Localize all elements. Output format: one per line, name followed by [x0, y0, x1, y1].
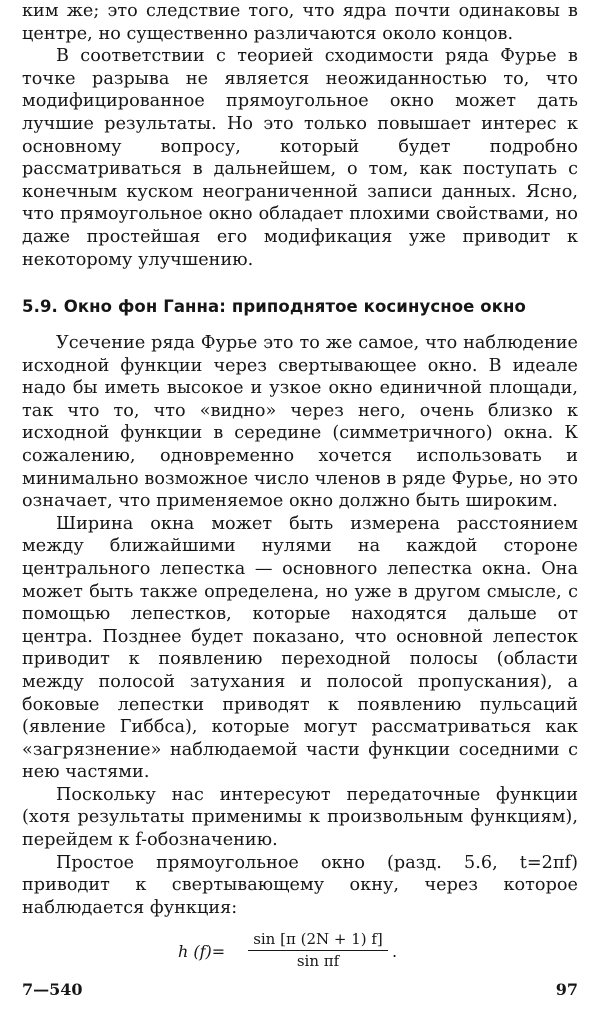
page-number: 97 [555, 980, 578, 999]
paragraph: В соответствии с теорией сходимости ряда Фурье в точке разрыва не является неожиданностью то, что модифицированное прямоугольное окно может дать лучшие результаты. Но это только повышает интерес к основному вопросу, который будет подробно рассматриваться в дальнейшем, о том, как поступать с конечным куском неограниченной записи данных. Ясно, что прямоугольное окно обладает плохими свойствами, но даже простейшая его модификация уже приводит к некоторому улучшению. [22, 46, 578, 270]
text-block-top [22, 0, 578, 271]
paragraph: Простое прямоугольное окно (разд. 5.6, t=2πf) приводит к свертывающему окну, через которое наблюдается функция: [22, 852, 578, 918]
formula-numerator: sin [π (2N + 1) f] [248, 930, 388, 951]
section-heading: 5.9. Окно фон Ганна: приподнятое косинусное окно [22, 297, 526, 316]
formula-denominator: sin πf [296, 952, 340, 970]
formula [178, 930, 418, 970]
formula-fraction [248, 930, 388, 970]
paragraph-continuation: ким же; это следствие того, что ядра почти одинаковы в центре, но существенно различаются около концов. [22, 1, 578, 44]
paragraph: Поскольку нас интересуют передаточные функции (хотя результаты применимы к произвольным функциям), перейдем к f-обозначению. [22, 784, 578, 851]
printer-signature: 7—540 [22, 980, 83, 999]
formula-trailing: . [392, 942, 398, 961]
paragraph: Ширина окна может быть измерена расстоянием между ближайшими нулями на каждой стороне центрального лепестка — основного лепестка окна. Она может быть также определена, но уже в другом смысле, с помощью лепестков, которые находятся дальше от центра. Позднее будет показано, что основной лепесток приводит к появлению переходной полосы (области между полосой затухания и полосой пропускания), а боковые лепестки приводят к появлению пульсаций (явление Гиббса), которые могут рассматриваться как «загрязнение» наблюдаемой части функции соседними с нею частями. [22, 513, 578, 783]
paragraph: Усечение ряда Фурье это то же самое, что наблюдение исходной функции через свертывающее окно. В идеале надо бы иметь высокое и узкое окно единичной площади, так что то, что «видно» через него, очень близко к исходной функции в середине (симметричного) окна. К сожалению, одновременно хочется использовать и минимально возможное число членов в ряде Фурье, но это означает, что применяемое окно должно быть широким. [22, 333, 578, 512]
text-block-bottom [22, 332, 578, 919]
formula-lhs: h (f)= [178, 942, 226, 961]
